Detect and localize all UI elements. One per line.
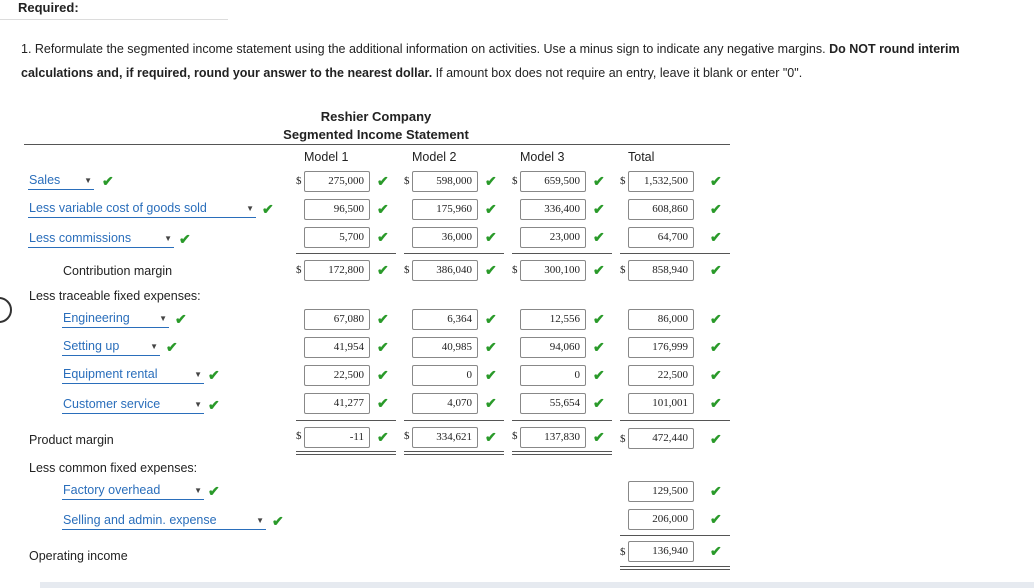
engineering-dropdown[interactable]: Engineering ▼ bbox=[62, 310, 169, 328]
check-icon: ✔ bbox=[262, 201, 274, 217]
subtotal-rule bbox=[620, 535, 730, 536]
selling-admin-dropdown[interactable]: Selling and admin. expense ▼ bbox=[62, 512, 266, 530]
chevron-down-icon: ▼ bbox=[256, 516, 264, 525]
setting-up-dropdown[interactable]: Setting up ▼ bbox=[62, 338, 160, 356]
col-head-total: Total bbox=[628, 150, 655, 164]
product-margin-total-input[interactable]: 472,440 bbox=[628, 428, 694, 449]
engineering-model-2-input[interactable]: 6,364 bbox=[412, 309, 478, 330]
less-commissions-dropdown[interactable]: Less commissions ▼ bbox=[28, 230, 174, 248]
check-icon: ✔ bbox=[485, 429, 497, 445]
less-vcgs-dropdown[interactable]: Less variable cost of goods sold ▼ bbox=[28, 200, 256, 218]
vcgs-total-input[interactable]: 608,860 bbox=[628, 199, 694, 220]
bottom-panel-edge bbox=[40, 582, 1034, 588]
product-margin-label: Product margin bbox=[29, 433, 114, 447]
check-icon: ✔ bbox=[710, 262, 722, 278]
equipment-rental-dropdown[interactable]: Equipment rental ▼ bbox=[62, 366, 204, 384]
check-icon: ✔ bbox=[377, 229, 389, 245]
check-icon: ✔ bbox=[166, 339, 178, 355]
dollar-sign: $ bbox=[404, 264, 410, 276]
check-icon: ✔ bbox=[593, 201, 605, 217]
check-icon: ✔ bbox=[208, 397, 220, 413]
check-icon: ✔ bbox=[208, 483, 220, 499]
commissions-total-input[interactable]: 64,700 bbox=[628, 227, 694, 248]
check-icon: ✔ bbox=[710, 339, 722, 355]
setting-up-model-1-input[interactable]: 41,954 bbox=[304, 337, 370, 358]
equipment-rental-model-3-input[interactable]: 0 bbox=[520, 365, 586, 386]
engineering-model-1-input[interactable]: 67,080 bbox=[304, 309, 370, 330]
chevron-down-icon: ▼ bbox=[246, 204, 254, 213]
check-icon: ✔ bbox=[710, 483, 722, 499]
chevron-down-icon: ▼ bbox=[150, 342, 158, 351]
subtotal-rule bbox=[296, 253, 396, 254]
check-icon: ✔ bbox=[485, 339, 497, 355]
factory-overhead-dropdown[interactable]: Factory overhead ▼ bbox=[62, 482, 204, 500]
header-rule bbox=[24, 144, 730, 145]
check-icon: ✔ bbox=[485, 367, 497, 383]
less-traceable-label: Less traceable fixed expenses: bbox=[29, 289, 201, 303]
contribution-model-2-input[interactable]: 386,040 bbox=[412, 260, 478, 281]
dollar-sign: $ bbox=[512, 430, 518, 442]
check-icon: ✔ bbox=[377, 262, 389, 278]
dollar-sign: $ bbox=[512, 175, 518, 187]
commissions-model-3-input[interactable]: 23,000 bbox=[520, 227, 586, 248]
col-head-model-1: Model 1 bbox=[304, 150, 349, 164]
check-icon: ✔ bbox=[593, 339, 605, 355]
engineering-total-input[interactable]: 86,000 bbox=[628, 309, 694, 330]
col-head-model-2: Model 2 bbox=[412, 150, 457, 164]
check-icon: ✔ bbox=[102, 173, 114, 189]
company-name: Reshier Company bbox=[320, 109, 432, 124]
sales-model-3-input[interactable]: 659,500 bbox=[520, 171, 586, 192]
dollar-sign: $ bbox=[620, 546, 626, 558]
check-icon: ✔ bbox=[377, 339, 389, 355]
operating-income-label: Operating income bbox=[29, 549, 128, 563]
chevron-down-icon: ▼ bbox=[84, 176, 92, 185]
factory-overhead-total-input[interactable]: 129,500 bbox=[628, 481, 694, 502]
check-icon: ✔ bbox=[377, 429, 389, 445]
check-icon: ✔ bbox=[710, 229, 722, 245]
chevron-down-icon: ▼ bbox=[194, 486, 202, 495]
product-margin-model-2-input[interactable]: 334,621 bbox=[412, 427, 478, 448]
contribution-total-input[interactable]: 858,940 bbox=[628, 260, 694, 281]
chevron-down-icon: ▼ bbox=[194, 400, 202, 409]
check-icon: ✔ bbox=[710, 395, 722, 411]
check-icon: ✔ bbox=[710, 543, 722, 559]
commissions-model-2-input[interactable]: 36,000 bbox=[412, 227, 478, 248]
col-head-model-3: Model 3 bbox=[520, 150, 565, 164]
engineering-model-3-input[interactable]: 12,556 bbox=[520, 309, 586, 330]
vcgs-model-2-input[interactable]: 175,960 bbox=[412, 199, 478, 220]
equipment-rental-model-2-input[interactable]: 0 bbox=[412, 365, 478, 386]
check-icon: ✔ bbox=[593, 229, 605, 245]
sales-model-2-input[interactable]: 598,000 bbox=[412, 171, 478, 192]
check-icon: ✔ bbox=[179, 231, 191, 247]
check-icon: ✔ bbox=[485, 229, 497, 245]
instructions: 1. Reformulate the segmented income statement using the additional information on activities. Use a minus sign to indicate any negative margins. Do NOT round interim calculations and, if required, round your answer to the nearest dollar. If amount box does not require an entry, leave it blank or enter "0". bbox=[21, 42, 960, 80]
double-underline bbox=[620, 566, 730, 570]
customer-service-total-input[interactable]: 101,001 bbox=[628, 393, 694, 414]
less-common-label: Less common fixed expenses: bbox=[29, 461, 198, 475]
check-icon: ✔ bbox=[593, 173, 605, 189]
side-circle-decoration bbox=[0, 297, 12, 323]
check-icon: ✔ bbox=[377, 395, 389, 411]
check-icon: ✔ bbox=[710, 173, 722, 189]
check-icon: ✔ bbox=[485, 395, 497, 411]
check-icon: ✔ bbox=[485, 201, 497, 217]
vcgs-model-1-input[interactable]: 96,500 bbox=[304, 199, 370, 220]
check-icon: ✔ bbox=[710, 431, 722, 447]
statement-title: Segmented Income Statement bbox=[283, 127, 469, 142]
check-icon: ✔ bbox=[593, 262, 605, 278]
check-icon: ✔ bbox=[485, 173, 497, 189]
dollar-sign: $ bbox=[620, 264, 626, 276]
setting-up-total-input[interactable]: 176,999 bbox=[628, 337, 694, 358]
operating-income-total-input[interactable]: 136,940 bbox=[628, 541, 694, 562]
equipment-rental-model-1-input[interactable]: 22,500 bbox=[304, 365, 370, 386]
dollar-sign: $ bbox=[404, 175, 410, 187]
double-underline bbox=[296, 451, 396, 455]
contribution-model-3-input[interactable]: 300,100 bbox=[520, 260, 586, 281]
check-icon: ✔ bbox=[485, 262, 497, 278]
check-icon: ✔ bbox=[593, 367, 605, 383]
subtotal-rule bbox=[620, 420, 730, 421]
subtotal-rule bbox=[620, 253, 730, 254]
check-icon: ✔ bbox=[377, 311, 389, 327]
check-icon: ✔ bbox=[377, 367, 389, 383]
check-icon: ✔ bbox=[377, 173, 389, 189]
divider bbox=[0, 19, 228, 20]
product-margin-model-1-input[interactable]: -11 bbox=[304, 427, 370, 448]
contribution-model-1-input[interactable]: 172,800 bbox=[304, 260, 370, 281]
subtotal-rule bbox=[296, 420, 396, 421]
check-icon: ✔ bbox=[710, 367, 722, 383]
product-margin-model-3-input[interactable]: 137,830 bbox=[520, 427, 586, 448]
subtotal-rule bbox=[512, 253, 612, 254]
double-underline bbox=[404, 451, 504, 455]
selling-admin-total-input[interactable]: 206,000 bbox=[628, 509, 694, 530]
check-icon: ✔ bbox=[272, 513, 284, 529]
contribution-margin-label: Contribution margin bbox=[63, 264, 173, 278]
customer-service-model-2-input[interactable]: 4,070 bbox=[412, 393, 478, 414]
check-icon: ✔ bbox=[710, 311, 722, 327]
dollar-sign: $ bbox=[620, 175, 626, 187]
subtotal-rule bbox=[404, 253, 504, 254]
check-icon: ✔ bbox=[593, 429, 605, 445]
setting-up-model-2-input[interactable]: 40,985 bbox=[412, 337, 478, 358]
customer-service-model-1-input[interactable]: 41,277 bbox=[304, 393, 370, 414]
dollar-sign: $ bbox=[296, 430, 302, 442]
customer-service-dropdown[interactable]: Customer service ▼ bbox=[62, 396, 204, 414]
subtotal-rule bbox=[512, 420, 612, 421]
chevron-down-icon: ▼ bbox=[194, 370, 202, 379]
double-underline bbox=[512, 451, 612, 455]
chevron-down-icon: ▼ bbox=[164, 234, 172, 243]
check-icon: ✔ bbox=[593, 311, 605, 327]
setting-up-model-3-input[interactable]: 94,060 bbox=[520, 337, 586, 358]
check-icon: ✔ bbox=[208, 367, 220, 383]
dollar-sign: $ bbox=[512, 264, 518, 276]
dollar-sign: $ bbox=[404, 430, 410, 442]
dollar-sign: $ bbox=[620, 433, 626, 445]
check-icon: ✔ bbox=[175, 311, 187, 327]
check-icon: ✔ bbox=[710, 201, 722, 217]
check-icon: ✔ bbox=[485, 311, 497, 327]
commissions-model-1-input[interactable]: 5,700 bbox=[304, 227, 370, 248]
check-icon: ✔ bbox=[593, 395, 605, 411]
dollar-sign: $ bbox=[296, 264, 302, 276]
chevron-down-icon: ▼ bbox=[159, 314, 167, 323]
vcgs-model-3-input[interactable]: 336,400 bbox=[520, 199, 586, 220]
required-heading: Required: bbox=[18, 0, 79, 15]
equipment-rental-total-input[interactable]: 22,500 bbox=[628, 365, 694, 386]
subtotal-rule bbox=[404, 420, 504, 421]
check-icon: ✔ bbox=[377, 201, 389, 217]
customer-service-model-3-input[interactable]: 55,654 bbox=[520, 393, 586, 414]
dollar-sign: $ bbox=[296, 175, 302, 187]
sales-model-1-input[interactable]: 275,000 bbox=[304, 171, 370, 192]
sales-total-input[interactable]: 1,532,500 bbox=[628, 171, 694, 192]
check-icon: ✔ bbox=[710, 511, 722, 527]
sales-dropdown[interactable]: Sales ▼ bbox=[28, 172, 94, 190]
